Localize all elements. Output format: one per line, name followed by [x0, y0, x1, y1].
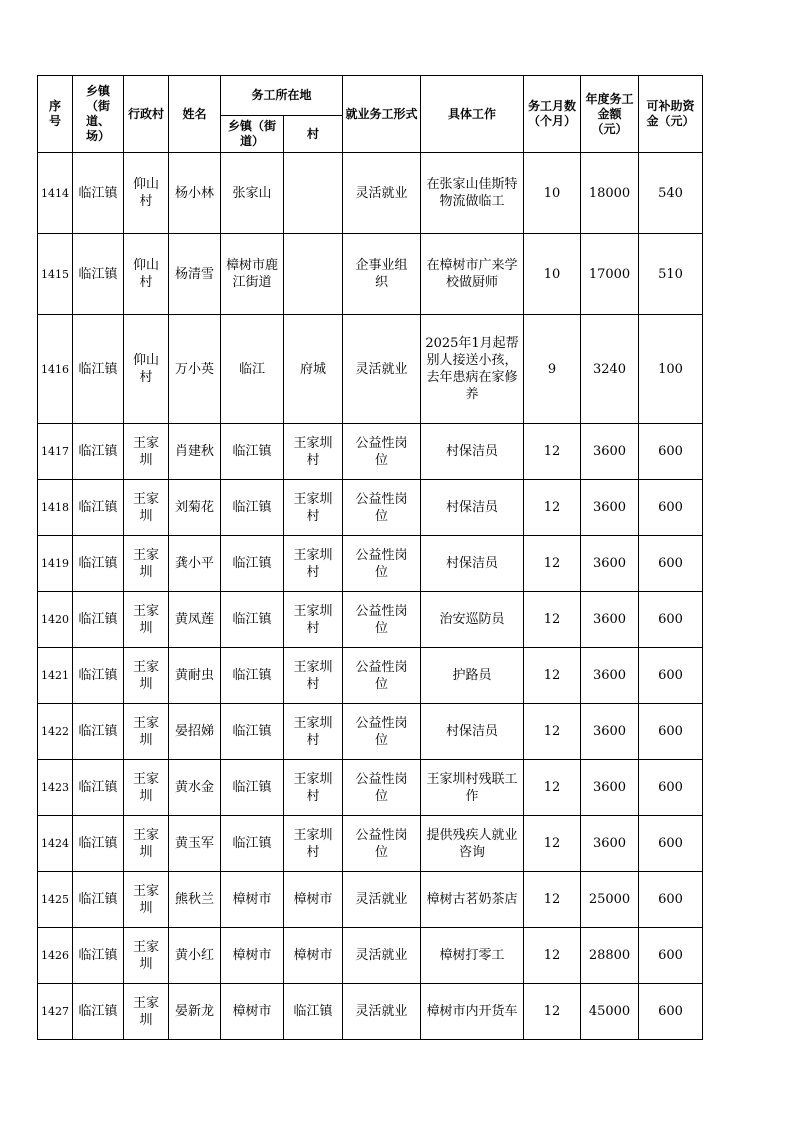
cell-seq: 1417: [38, 424, 73, 480]
table-row: [38, 536, 703, 592]
cell-name: 黄耐虫: [169, 648, 221, 704]
cell-employment-form: 灵活就业: [343, 153, 421, 234]
cell-job: 王家圳村残联工作: [421, 760, 524, 816]
cell-months: 12: [524, 816, 581, 872]
cell-employment-form: 灵活就业: [343, 928, 421, 984]
table-row: [38, 234, 703, 315]
cell-job: 樟树打零工: [421, 928, 524, 984]
header-work-township: 乡镇（街道）: [221, 116, 284, 153]
cell-name: 晏新龙: [169, 984, 221, 1040]
cell-employment-form: 公益性岗位: [343, 816, 421, 872]
cell-subsidy: 600: [639, 984, 703, 1040]
cell-subsidy: 600: [639, 816, 703, 872]
cell-annual-income: 45000: [581, 984, 639, 1040]
cell-work-township: 临江镇: [221, 648, 284, 704]
cell-subsidy: 600: [639, 648, 703, 704]
cell-work-village: [284, 234, 343, 315]
cell-village: 王家圳: [124, 592, 169, 648]
cell-township: 临江镇: [73, 234, 124, 315]
subsidy-table: [37, 75, 703, 1040]
cell-name: 杨清雪: [169, 234, 221, 315]
cell-seq: 1427: [38, 984, 73, 1040]
table-row: [38, 153, 703, 234]
table-row: [38, 704, 703, 760]
header-name: 姓名: [169, 76, 221, 153]
cell-months: 10: [524, 234, 581, 315]
cell-seq: 1418: [38, 480, 73, 536]
cell-subsidy: 600: [639, 592, 703, 648]
cell-name: 万小英: [169, 315, 221, 424]
cell-job: 在樟树市广来学校做厨师: [421, 234, 524, 315]
cell-work-township: 张家山: [221, 153, 284, 234]
cell-township: 临江镇: [73, 984, 124, 1040]
table-row: [38, 984, 703, 1040]
cell-employment-form: 灵活就业: [343, 315, 421, 424]
table-row: [38, 424, 703, 480]
cell-seq: 1414: [38, 153, 73, 234]
cell-months: 12: [524, 872, 581, 928]
header-village: 行政村: [124, 76, 169, 153]
cell-annual-income: 3240: [581, 315, 639, 424]
cell-work-village: 王家圳村: [284, 704, 343, 760]
cell-job: 樟树市内开货车: [421, 984, 524, 1040]
cell-employment-form: 公益性岗位: [343, 648, 421, 704]
cell-annual-income: 17000: [581, 234, 639, 315]
cell-name: 黄凤莲: [169, 592, 221, 648]
cell-annual-income: 3600: [581, 480, 639, 536]
table-row: [38, 648, 703, 704]
cell-annual-income: 28800: [581, 928, 639, 984]
cell-months: 12: [524, 984, 581, 1040]
cell-work-township: 樟树市鹿江街道: [221, 234, 284, 315]
cell-village: 仰山村: [124, 315, 169, 424]
cell-employment-form: 灵活就业: [343, 872, 421, 928]
cell-name: 晏招娣: [169, 704, 221, 760]
table-row: [38, 872, 703, 928]
cell-village: 王家圳: [124, 704, 169, 760]
cell-village: 王家圳: [124, 648, 169, 704]
cell-township: 临江镇: [73, 704, 124, 760]
cell-subsidy: 510: [639, 234, 703, 315]
cell-work-village: 王家圳村: [284, 816, 343, 872]
cell-township: 临江镇: [73, 480, 124, 536]
cell-annual-income: 3600: [581, 760, 639, 816]
cell-subsidy: 600: [639, 872, 703, 928]
cell-village: 王家圳: [124, 984, 169, 1040]
header-work-location: 务工所在地: [221, 76, 343, 116]
cell-months: 12: [524, 704, 581, 760]
cell-employment-form: 公益性岗位: [343, 592, 421, 648]
cell-work-village: 王家圳村: [284, 592, 343, 648]
cell-township: 临江镇: [73, 424, 124, 480]
cell-work-village: 王家圳村: [284, 480, 343, 536]
cell-subsidy: 540: [639, 153, 703, 234]
cell-subsidy: 600: [639, 760, 703, 816]
table-row: [38, 816, 703, 872]
cell-township: 临江镇: [73, 315, 124, 424]
cell-township: 临江镇: [73, 928, 124, 984]
cell-work-township: 临江镇: [221, 816, 284, 872]
header-months: 务工月数（个月）: [524, 76, 581, 153]
cell-work-township: 樟树市: [221, 872, 284, 928]
cell-village: 王家圳: [124, 480, 169, 536]
cell-annual-income: 3600: [581, 704, 639, 760]
cell-seq: 1424: [38, 816, 73, 872]
header-annual-income: 年度务工金额（元）: [581, 76, 639, 153]
cell-employment-form: 灵活就业: [343, 984, 421, 1040]
cell-name: 黄玉军: [169, 816, 221, 872]
cell-job: 在张家山佳斯特物流做临工: [421, 153, 524, 234]
header-row-1: [38, 76, 703, 116]
cell-work-township: 樟树市: [221, 984, 284, 1040]
cell-job: 护路员: [421, 648, 524, 704]
cell-seq: 1419: [38, 536, 73, 592]
cell-village: 王家圳: [124, 816, 169, 872]
cell-subsidy: 600: [639, 704, 703, 760]
cell-annual-income: 3600: [581, 536, 639, 592]
cell-job: 樟树古茗奶茶店: [421, 872, 524, 928]
table-row: [38, 480, 703, 536]
cell-months: 10: [524, 153, 581, 234]
cell-job: 治安巡防员: [421, 592, 524, 648]
cell-employment-form: 企事业组织: [343, 234, 421, 315]
header-subsidy: 可补助资金（元）: [639, 76, 703, 153]
cell-name: 黄水金: [169, 760, 221, 816]
cell-work-township: 临江: [221, 315, 284, 424]
cell-work-village: 王家圳村: [284, 424, 343, 480]
cell-work-township: 临江镇: [221, 704, 284, 760]
cell-months: 12: [524, 536, 581, 592]
cell-months: 12: [524, 928, 581, 984]
table-row: [38, 592, 703, 648]
cell-work-village: 王家圳村: [284, 760, 343, 816]
cell-work-township: 临江镇: [221, 536, 284, 592]
cell-work-township: 临江镇: [221, 760, 284, 816]
cell-months: 12: [524, 480, 581, 536]
cell-township: 临江镇: [73, 153, 124, 234]
cell-months: 12: [524, 648, 581, 704]
cell-township: 临江镇: [73, 872, 124, 928]
cell-annual-income: 18000: [581, 153, 639, 234]
cell-name: 龚小平: [169, 536, 221, 592]
cell-village: 仰山村: [124, 234, 169, 315]
cell-job: 村保洁员: [421, 424, 524, 480]
cell-job: 2025年1月起帮别人接送小孩，去年患病在家修养: [421, 315, 524, 424]
cell-months: 9: [524, 315, 581, 424]
cell-village: 王家圳: [124, 424, 169, 480]
cell-subsidy: 600: [639, 424, 703, 480]
cell-township: 临江镇: [73, 648, 124, 704]
cell-annual-income: 25000: [581, 872, 639, 928]
cell-employment-form: 公益性岗位: [343, 704, 421, 760]
cell-subsidy: 600: [639, 928, 703, 984]
cell-annual-income: 3600: [581, 648, 639, 704]
table-row: [38, 928, 703, 984]
cell-work-township: 临江镇: [221, 592, 284, 648]
cell-work-township: 临江镇: [221, 480, 284, 536]
cell-subsidy: 100: [639, 315, 703, 424]
table-row: [38, 760, 703, 816]
cell-village: 王家圳: [124, 872, 169, 928]
header-seq: 序号: [38, 76, 73, 153]
cell-name: 熊秋兰: [169, 872, 221, 928]
header-work-village: 村: [284, 116, 343, 153]
cell-village: 仰山村: [124, 153, 169, 234]
cell-annual-income: 3600: [581, 424, 639, 480]
header-employment-form: 就业务工形式: [343, 76, 421, 153]
cell-subsidy: 600: [639, 480, 703, 536]
cell-subsidy: 600: [639, 536, 703, 592]
cell-seq: 1416: [38, 315, 73, 424]
cell-annual-income: 3600: [581, 816, 639, 872]
cell-seq: 1423: [38, 760, 73, 816]
cell-name: 刘菊花: [169, 480, 221, 536]
cell-job: 提供残疾人就业咨询: [421, 816, 524, 872]
cell-seq: 1415: [38, 234, 73, 315]
header-township: 乡镇（街道、场）: [73, 76, 124, 153]
cell-months: 12: [524, 424, 581, 480]
cell-seq: 1422: [38, 704, 73, 760]
cell-seq: 1420: [38, 592, 73, 648]
cell-township: 临江镇: [73, 760, 124, 816]
cell-work-township: 樟树市: [221, 928, 284, 984]
cell-work-village: 府城: [284, 315, 343, 424]
cell-job: 村保洁员: [421, 536, 524, 592]
cell-village: 王家圳: [124, 928, 169, 984]
header-job: 具体工作: [421, 76, 524, 153]
cell-months: 12: [524, 592, 581, 648]
cell-work-township: 临江镇: [221, 424, 284, 480]
table-body: [38, 153, 703, 1040]
cell-work-village: 临江镇: [284, 984, 343, 1040]
cell-seq: 1421: [38, 648, 73, 704]
cell-name: 黄小红: [169, 928, 221, 984]
cell-name: 杨小林: [169, 153, 221, 234]
cell-township: 临江镇: [73, 816, 124, 872]
cell-work-village: 王家圳村: [284, 536, 343, 592]
cell-work-village: 王家圳村: [284, 648, 343, 704]
cell-employment-form: 公益性岗位: [343, 480, 421, 536]
cell-annual-income: 3600: [581, 592, 639, 648]
cell-work-village: [284, 153, 343, 234]
cell-name: 肖建秋: [169, 424, 221, 480]
table-row: [38, 315, 703, 424]
cell-months: 12: [524, 760, 581, 816]
cell-township: 临江镇: [73, 536, 124, 592]
cell-work-village: 樟树市: [284, 872, 343, 928]
cell-village: 王家圳: [124, 760, 169, 816]
cell-seq: 1426: [38, 928, 73, 984]
cell-seq: 1425: [38, 872, 73, 928]
cell-job: 村保洁员: [421, 480, 524, 536]
cell-township: 临江镇: [73, 592, 124, 648]
cell-job: 村保洁员: [421, 704, 524, 760]
cell-employment-form: 公益性岗位: [343, 760, 421, 816]
cell-employment-form: 公益性岗位: [343, 424, 421, 480]
cell-village: 王家圳: [124, 536, 169, 592]
cell-employment-form: 公益性岗位: [343, 536, 421, 592]
cell-work-village: 樟树市: [284, 928, 343, 984]
